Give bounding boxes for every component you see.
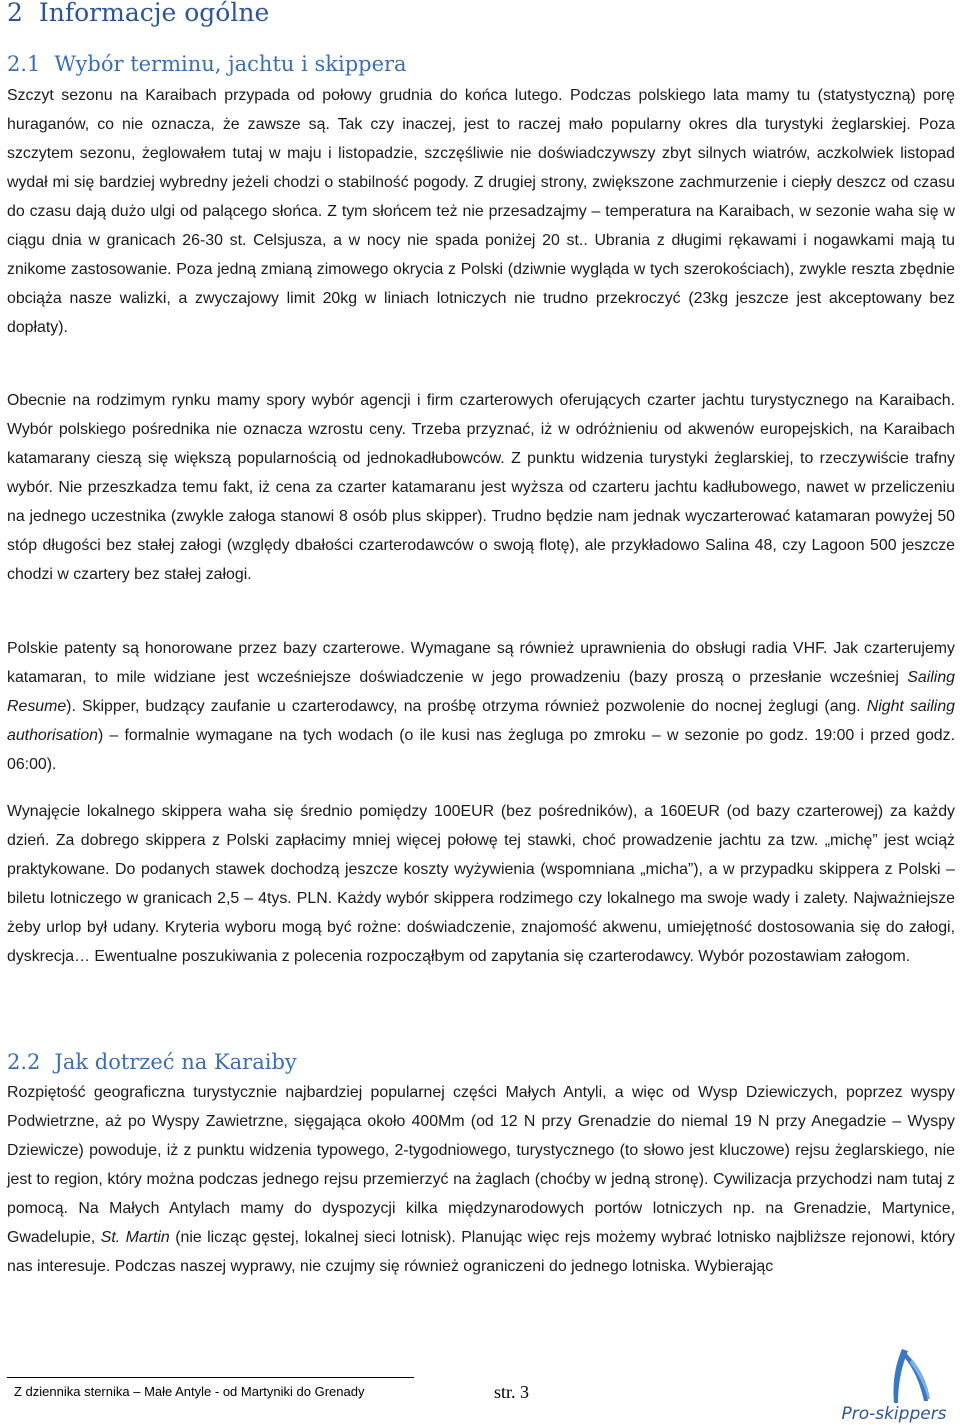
logo-text: Pro-skippers (841, 1404, 947, 1423)
footer-divider (7, 1377, 414, 1378)
paragraph-text: (nie licząc gęstej, lokalnej sieci lotnisk). Planując więc rejs możemy wybrać lotnisko najbliższe rejonowi, który nas interesuje. Podczas naszej wyprawy, nie czujmy się również ograniczeni do jednego lotniska. Wybierając (7, 1229, 955, 1275)
section-number: 2.2 (7, 1050, 41, 1074)
footer-title: Z dziennika sternika – Małe Antyle - od Martyniki do Grenady (14, 1384, 365, 1399)
chapter-number: 2 (7, 0, 23, 27)
pro-skippers-logo (832, 1345, 957, 1423)
section-heading-2-1 (7, 52, 407, 76)
paragraph-travel (7, 1078, 955, 1281)
paragraph-text: Rozpiętość geograficzna turystycznie najbardziej popularnej części Małych Antyli, a więc od Wysp Dziewiczych, poprzez wyspy Podwietrzne, aż po Wyspy Zawietrzne, sięgająca około 400Mm (od 12 N przy Grenadzie do niemal 19 N przy Anegadzie – Wyspy Dziewicze) powoduje, iż z punktu widzenia typowego, 2-tygodniowego, turystycznego (to słowo jest kluczowe) rejsu żeglarskiego, nie jest to region, który można podczas jednego rejsu przemierzyć na żaglach (choćby w jedną stronę). Cywilizacja przychodzi nam tutaj z pomocą. Na Małych Antylach mamy do dyspozycji kilka międzynarodowych portów lotniczych np. na Grenadzie, Martynice, Gwadelupie, (7, 1084, 955, 1246)
paragraph-text: Polskie patenty są honorowane przez bazy czarterowe. Wymagane są również uprawnienia do obsługi radia VHF. Jak czarterujemy katamaran, to mile widziane jest wcześniejsze doświadczenie w jego prowadzeniu (bazy proszą o przesłanie wcześniej (7, 640, 955, 686)
italic-term: Sailing Resume (7, 669, 955, 715)
chapter-title: Informacje ogólne (38, 0, 270, 27)
chapter-heading (7, 0, 269, 26)
paragraph-licenses (7, 634, 955, 779)
page-number: str. 3 (494, 1382, 530, 1402)
italic-term: Night sailing authorisation (7, 698, 955, 744)
section-title: Jak dotrzeć na Karaiby (54, 1050, 297, 1074)
paragraph-skipper-costs: Wynajęcie lokalnego skippera waha się średnio pomiędzy 100EUR (bez pośredników), a 160EUR (od bazy czarterowej) za każdy dzień. Za dobrego skippera z Polski zapłacimy mniej więcej połowę tej stawki, choć prowadzenie jachtu za tzw. „michę” jest wciąż praktykowane. Do podanych stawek dochodzą jeszcze koszty wyżywienia (wspomniana „micha”), a w przypadku skippera z Polski – biletu lotniczego w granicach 2,5 – 4tys. PLN. Każdy wybór skippera rodzimego czy lokalnego ma swoje wady i zalety. Najważniejsze żeby urlop był udany. Kryteria wyboru mogą być rożne: doświadczenie, znajomość akwenu, umiejętność dostosowania się do załogi, dyskrecja… Ewentualne poszukiwania z polecenia rozpocząłbym od zapytania się czarterodawcy. Wybór pozostawiam załogom. (7, 803, 955, 965)
paragraph-text: ) – formalnie wymagane na tych wodach (o ile kusi nas żegluga po zmroku – w sezonie po godz. 19:00 i przed godz. 06:00). (7, 727, 955, 773)
paragraph-charter-agencies: Obecnie na rodzimym rynku mamy spory wybór agencji i firm czarterowych oferujących czarter jachtu turystycznego na Karaibach. Wybór polskiego pośrednika nie oznacza wzrostu ceny. Trzeba przyznać, iż w odróżnieniu od akwenów europejskich, na Karaibach katamarany cieszą się większą popularnością od jednokadłubowców. Z punktu widzenia turystyki żeglarskiej, to rzeczywiście trafny wybór. Nie przeszkadza temu fakt, iż cena za czarter katamaranu jest wyższa od czarteru jachtu kadłubowego, nawet w przeliczeniu na jednego uczestnika (zwykle załoga stanowi 8 osób plus skipper). Trudno będzie nam jednak wyczarterować katamaran powyżej 50 stóp długości bez stałej załogi (względy dbałości czarterodawców o swoją flotę), ale przykładowo Salina 48, czy Lagoon 500 jeszcze chodzi w czartery bez stałej załogi. (7, 392, 955, 583)
paragraph-season: Szczyt sezonu na Karaibach przypada od połowy grudnia do końca lutego. Podczas polskiego lata mamy tu (statystyczną) porę huraganów, co nie oznacza, że zawsze są. Tak czy inaczej, jest to raczej mało popularny okres dla turystyki żeglarskiej. Poza szczytem sezonu, żeglowałem tutaj w maju i listopadzie, szczęśliwie nie doświadczywszy zbyt silnych wiatrów, aczkolwiek listopad wydał mi się bardziej wybredny jeżeli chodzi o stabilność pogody. Z drugiej strony, zwiększone zachmurzenie i ciepły deszcz od czasu do czasu dają dużo ulgi od palącego słońca. Z tym słońcem też nie przesadzajmy – temperatura na Karaibach, w sezonie waha się w ciągu dnia w granicach 26-30 st. Celsjusza, a w nocy nie spada poniżej 20 st.. Ubrania z długimi rękawami i nogawkami mają tu znikome zastosowanie. Poza jedną zmianą zimowego okrycia z Polski (dziwnie wygląda w tych szerokościach), zwykle reszta zbędnie obciąża nasze walizki, a zwyczajowy limit 20kg w liniach lotniczych nie trudno przekroczyć (23kg jeszcze jest akceptowany bez dopłaty). (7, 87, 955, 336)
italic-term: St. Martin (100, 1229, 170, 1246)
paragraph-text: ). Skipper, budzący zaufanie u czarterodawcy, na prośbę otrzyma również pozwolenie do nocnej żeglugi (ang. (66, 698, 867, 715)
section-title: Wybór terminu, jachtu i skippera (54, 52, 407, 76)
section-number: 2.1 (7, 52, 41, 76)
section-heading-2-2 (7, 1050, 297, 1074)
